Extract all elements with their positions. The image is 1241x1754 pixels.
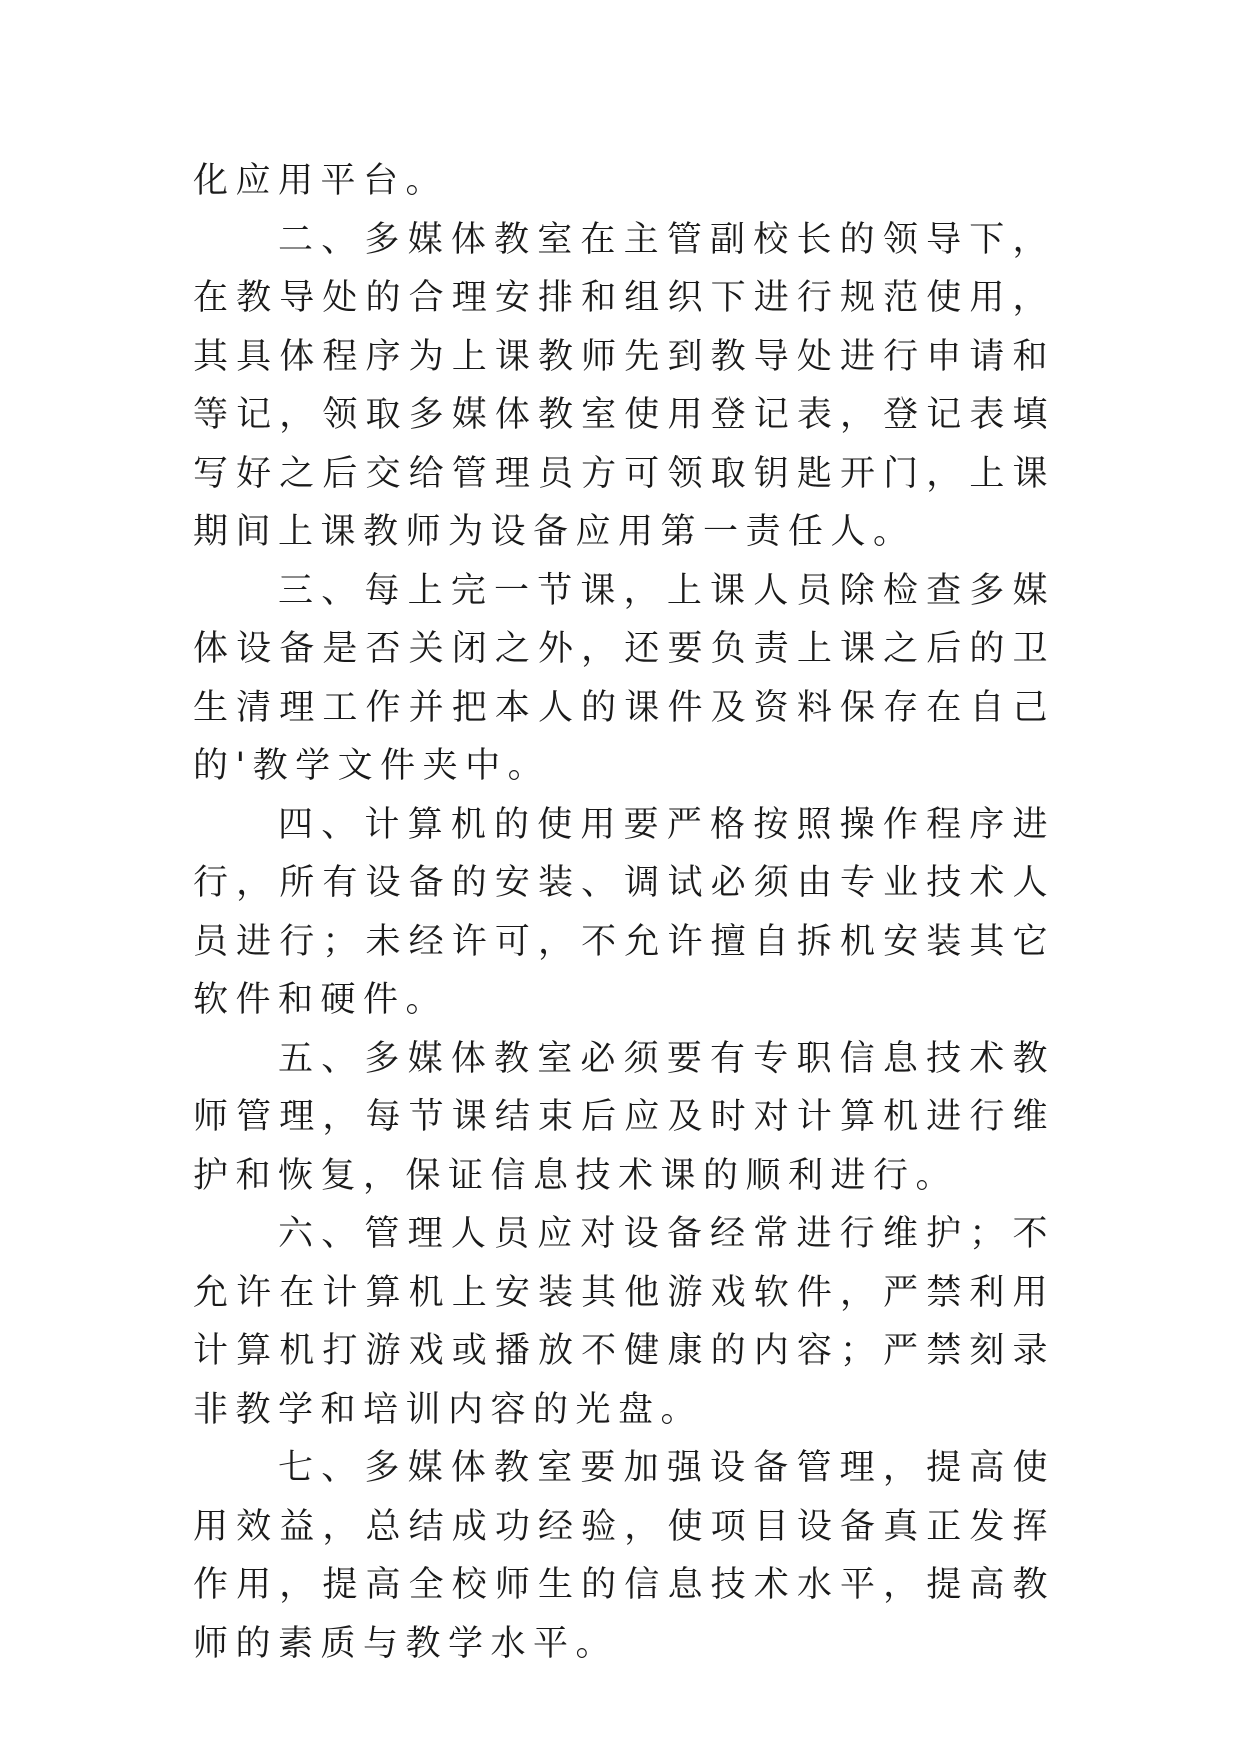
paragraph-continuation: 化应用平台。 (193, 161, 449, 201)
paragraph-item-2: 二、多媒体教室在主管副校长的领导下，在教导处的合理安排和组织下进行规范使用，其具体程序为上课教师先到教导处进行申请和等记，领取多媒体教室使用登记表，登记表填写好之后交给管理员方可领取钥匙开门，上课期间上课教师为设备应用第一责任人。 (193, 219, 1055, 552)
paragraph-item-4: 四、计算机的使用要严格按照操作程序进行，所有设备的安装、调试必须由专业技术人员进行；未经许可，不允许擅自拆机安装其它软件和硬件。 (193, 804, 1055, 1020)
paragraph-item-7: 七、多媒体教室要加强设备管理，提高使用效益，总结成功经验，使项目设备真正发挥作用，提高全校师生的信息技术水平，提高教师的素质与教学水平。 (193, 1448, 1055, 1664)
paragraph-item-3: 三、每上完一节课，上课人员除检查多媒体设备是否关闭之外，还要负责上课之后的卫生清理工作并把本人的课件及资料保存在自己的'教学文件夹中。 (193, 570, 1055, 786)
document-body (193, 152, 1055, 1673)
paragraph-item-5: 五、多媒体教室必须要有专职信息技术教师管理，每节课结束后应及时对计算机进行维护和恢复，保证信息技术课的顺利进行。 (193, 1038, 1055, 1196)
paragraph-item-6: 六、管理人员应对设备经常进行维护；不允许在计算机上安装其他游戏软件，严禁利用计算机打游戏或播放不健康的内容；严禁刻录非教学和培训内容的光盘。 (193, 1214, 1055, 1430)
